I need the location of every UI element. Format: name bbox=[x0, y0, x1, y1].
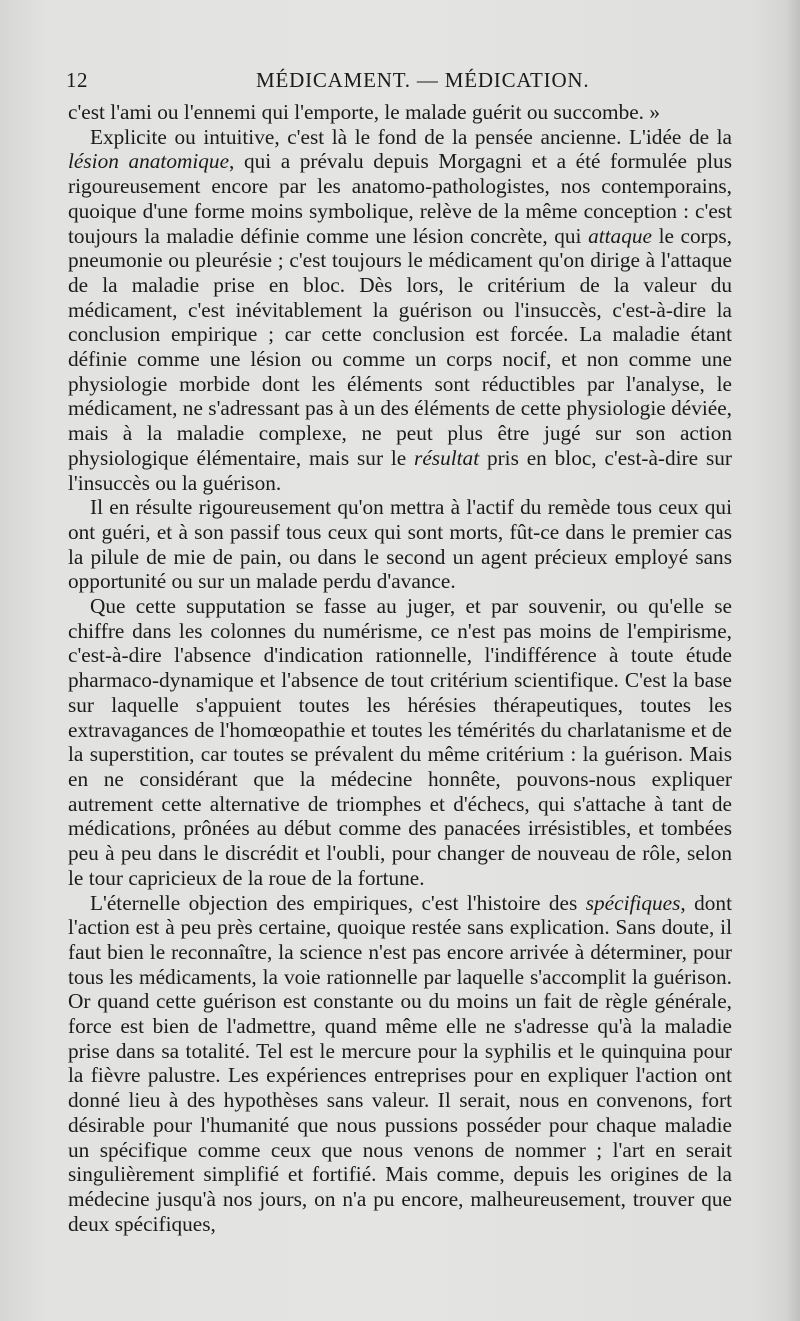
paragraph bbox=[68, 125, 732, 496]
body-text bbox=[68, 100, 732, 1236]
text-segment: , dont l'action est à peu près certaine, quoique restée sans explication. Sans doute, il faut bien le reconnaître, la science n'est pas encore arrivée à déterminer, pour tous les médicaments, la voie rationnelle par laquelle s'accomplit la guérison. Or quand cette guérison est constante ou du moins un fait de règle générale, force est bien de l'admettre, quand même elle ne s'adresse qu'à la maladie prise dans sa totalité. Tel est le mercure pour la syphilis et le quinquina pour la fièvre palustre. Les expériences entreprises pour en expliquer l'action ont donné lieu à des hypothèses sans valeur. Il serait, nous en convenons, fort désirable pour l'humanité que nous pussions posséder pour chaque maladie un spécifique comme ceux que nous venons de nommer ; l'art en serait singulièrement simplifié et fortifié. Mais comme, depuis les origines de la médecine jusqu'à nos jours, on n'a pu encore, malheureusement, trouver que deux spécifiques, bbox=[68, 890, 732, 1236]
paragraph bbox=[68, 594, 732, 890]
paragraph bbox=[68, 891, 732, 1237]
text-segment: Que cette supputation se fasse au juger, et par souvenir, ou qu'elle se chiffre dans les colonnes du numérisme, ce n'est pas moins de l'empirisme, c'est-à-dire l'absence d'indication rationnelle, l'indifférence à toute étude pharmaco-dynamique et l'absence de tout critérium scientifique. C'est la base sur laquelle s'appuient toutes les hérésies thérapeutiques, toutes les extravagances de l'homœopathie et toutes les témérités du charlatanisme et de la superstition, car toutes se prévalent du même critérium : la guérison. Mais en ne considérant que la médecine honnête, pouvons-nous expliquer autrement cette alternative de triomphes et d'échecs, qui s'attache à tant de médications, prônées au début comme des panacées irrésistibles, et tombées peu à peu dans le discrédit et l'oubli, pour changer de nouveau de rôle, selon le tour capricieux de la roue de la fortune. bbox=[68, 594, 732, 890]
text-segment: Explicite ou intuitive, c'est là le fond de la pensée ancienne. L'idée de la bbox=[90, 124, 732, 149]
paragraph-continued bbox=[68, 100, 732, 125]
text-segment: pris en bloc, c'est-à-dire sur l'insuccès ou la guérison. bbox=[68, 445, 732, 495]
text-segment: c'est l'ami ou l'ennemi qui l'emporte, le malade guérit ou succombe. » bbox=[68, 100, 660, 124]
italic-term: résultat bbox=[414, 445, 480, 470]
running-header bbox=[66, 68, 732, 98]
text-segment: Il en résulte rigoureusement qu'on mettra à l'actif du remède tous ceux qui ont guéri, et à son passif tous ceux qui sont morts, fût-ce dans le premier cas la pilule de mie de pain, ou dans le second un agent précieux employé sans opportunité ou sur un malade perdu d'avance. bbox=[68, 495, 732, 594]
italic-term: attaque bbox=[588, 223, 652, 248]
italic-term: spécifiques bbox=[585, 890, 681, 915]
text-segment: , qui a prévalu depuis Morgagni et a été formulée plus rigoureusement encore par les anatomo-pathologistes, nos contemporains, quoique d'une forme moins symbolique, relève de la même conception : c'est toujours la maladie définie comme une lésion concrète, qui bbox=[68, 149, 732, 248]
text-segment: L'éternelle objection des empiriques, c'est l'histoire des bbox=[90, 890, 586, 915]
italic-term: lésion anatomique bbox=[68, 149, 230, 174]
running-title: MÉDICAMENT. — MÉDICATION. bbox=[256, 68, 590, 92]
page-edge-shadow bbox=[786, 0, 800, 1321]
paragraph bbox=[68, 495, 732, 594]
text-segment: le corps, pneumonie ou pleurésie ; c'est toujours le médicament qu'on dirige à l'attaque de la maladie prise en bloc. Dès lors, le critérium de la valeur du médicament, c'est inévitablement la guérison ou l'insuccès, c'est-à-dire la conclusion empirique ; car cette conclusion est forcée. La maladie étant définie comme une lésion ou comme un corps nocif, et non comme une physiologie morbide dont les éléments sont réductibles par l'analyse, le médicament, ne s'adressant pas à un des éléments de cette physiologie déviée, mais à la maladie complexe, ne peut plus être jugé sur son action physiologique élémentaire, mais sur le bbox=[68, 223, 732, 470]
page-number: 12 bbox=[66, 68, 88, 92]
